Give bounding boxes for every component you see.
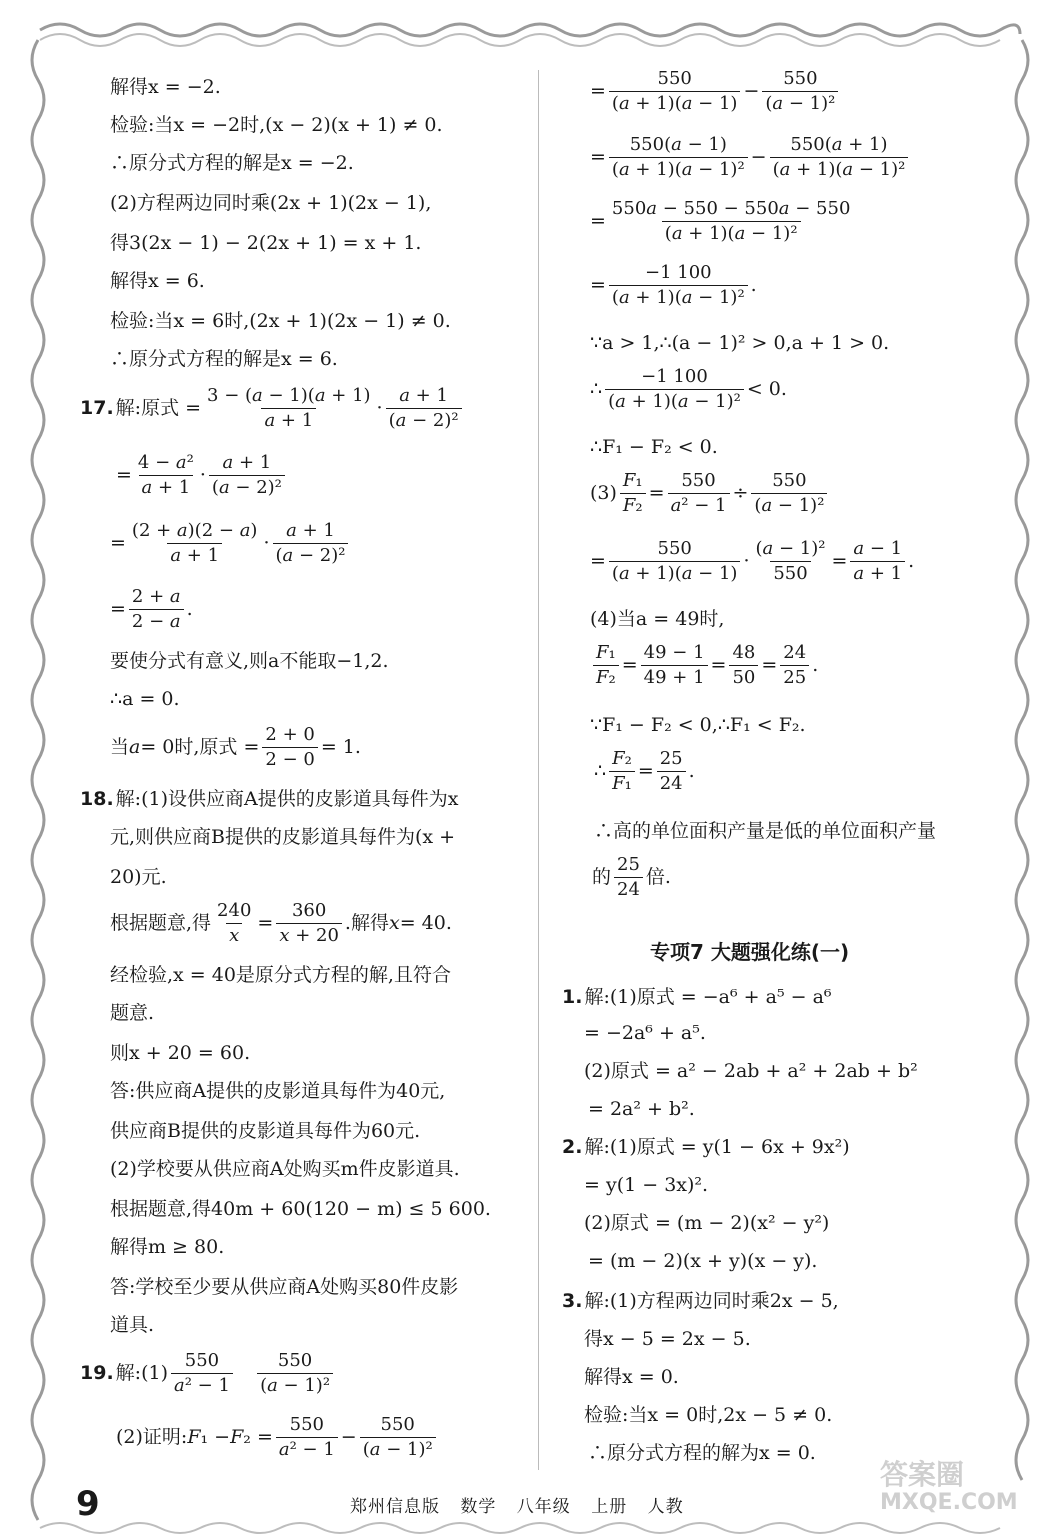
text-line: 解得x = 6. xyxy=(110,270,205,292)
text-line: 得3(2x − 1) − 2(2x + 1) = x + 1. xyxy=(110,232,422,254)
question-17-expression: 17. 解:原式 = $\frac{3 - (a - 1)(a + 1)}{a + 1}$ · a + 1 (a − 2)² xyxy=(80,387,465,430)
text-line: 经检验,x = 40是原分式方程的解,且符合 xyxy=(110,964,451,986)
math-line: = 550 (a + 1)(a − 1) − 550 (a − 1)² xyxy=(590,70,841,113)
math-line: 当 a = 0时,原式 = 2 + 0 2 − 0 = 1. xyxy=(110,724,361,770)
text-line: 道具. xyxy=(110,1314,155,1336)
math-line: 根据题意,得 240 x = 360 x + 20 .解得 x = 40. xyxy=(110,900,452,946)
question-3-line xyxy=(562,1292,839,1311)
text-line: 根据题意,得40m + 60(120 − m) ≤ 5 600. xyxy=(110,1198,491,1220)
text-line: ∴高的单位面积产量是低的单位面积产量 xyxy=(594,820,937,842)
text-line: 得x − 5 = 2x − 5. xyxy=(584,1328,751,1350)
column-divider xyxy=(538,70,539,1470)
math-line: = 550a − 550 − 550a − 550 (a + 1)(a − 1)² xyxy=(590,198,851,244)
text-line: ∴a = 0. xyxy=(110,688,180,710)
question-number: 18. xyxy=(80,788,114,810)
math-line: = (2 + a)(2 − a) a + 1 · a + 1 (a − 2)² xyxy=(110,522,351,565)
question-18-line xyxy=(80,790,458,809)
text-line: = −2a⁶ + a⁵. xyxy=(584,1022,706,1044)
text-line: (2)原式 = a² − 2ab + a² + 2ab + b² xyxy=(584,1060,918,1082)
math-line: = −1 100 (a + 1)(a − 1)² . xyxy=(590,262,757,308)
question-19-line: 19. 解:(1) 550 a² − 1 550 (a − 1)² xyxy=(80,1352,336,1395)
text-line: ∵F₁ − F₂ < 0,∴F₁ < F₂. xyxy=(590,714,806,736)
text-line: ∴原分式方程的解是x = −2. xyxy=(110,152,354,174)
math-line: = 550(a − 1) (a + 1)(a − 1)² − 550(a + 1) (a + 1)(a − 1)² xyxy=(590,136,911,179)
question-1-line xyxy=(562,988,832,1007)
math-line: ∴ −1 100 (a + 1)(a − 1)² < 0. xyxy=(590,366,787,412)
text-line: 供应商B提供的皮影道具每件为60元. xyxy=(110,1120,421,1142)
question-number: 2. xyxy=(562,1136,583,1158)
text-line: 解得x = 0. xyxy=(584,1366,679,1388)
watermark-bottom: MXQE.COM xyxy=(880,1489,1018,1515)
text-line: ∴F₁ − F₂ < 0. xyxy=(590,436,718,458)
question-number: 3. xyxy=(562,1290,583,1312)
text-line: 元,则供应商B提供的皮影道具每件为(x + xyxy=(110,826,456,848)
math-line: = 4 − a² a + 1 · a + 1 (a − 2)² xyxy=(116,454,288,497)
math-line: F₁ F₂ = 49 − 1 49 + 1 = 48 50 = 24 25 . xyxy=(590,644,818,687)
text-line: 解:(1)方程两边同时乘2x − 5, xyxy=(584,1290,839,1312)
math-line: 的 25 24 倍. xyxy=(592,854,671,900)
text-line: = (m − 2)(x + y)(x − y). xyxy=(588,1250,818,1272)
text-line: 答:学校至少要从供应商A处购买80件皮影 xyxy=(110,1276,459,1298)
text-line: ∴原分式方程的解是x = 6. xyxy=(110,348,338,370)
text-line: (2)原式 = (m − 2)(x² − y²) xyxy=(584,1212,830,1234)
math-line: (2)证明: F ₁ − F ₂ = 550 a² − 1 − 550 (a − 1)² xyxy=(116,1416,439,1459)
watermark-top: 答案圈 xyxy=(880,1458,965,1491)
text-line: 20)元. xyxy=(110,866,167,888)
watermark-logo xyxy=(880,1460,1018,1515)
page-footer: 郑州信息版 数学 八年级 上册 人教 xyxy=(350,1497,684,1517)
text-line: ∴原分式方程的解为x = 0. xyxy=(588,1442,816,1464)
text-line: 检验:当x = 0时,2x − 5 ≠ 0. xyxy=(584,1404,833,1426)
text-line: (4)当a = 49时, xyxy=(590,608,725,630)
question-number: 17. xyxy=(80,397,114,419)
question-number: 19. xyxy=(80,1362,114,1384)
text-line: 检验:当x = −2时,(x − 2)(x + 1) ≠ 0. xyxy=(110,114,443,136)
text-line: 则x + 20 = 60. xyxy=(110,1042,251,1064)
text-line: 解:(1)原式 = −a⁶ + a⁵ − a⁶ xyxy=(584,986,832,1008)
text-line: = 2a² + b². xyxy=(588,1098,695,1120)
text-line: ∵a > 1,∴(a − 1)² > 0,a + 1 > 0. xyxy=(590,332,890,354)
text-line: 解:(1)原式 = y(1 − 6x + 9x²) xyxy=(584,1136,850,1158)
math-line: ∴ F₂ F₁ = 25 24 . xyxy=(594,748,695,794)
question-2-line xyxy=(562,1138,850,1157)
text-line: 解得m ≥ 80. xyxy=(110,1236,225,1258)
text-line: 解得x = −2. xyxy=(110,76,221,98)
text-line: 解:(1)设供应商A提供的皮影道具每件为x xyxy=(115,788,459,810)
text-line: 检验:当x = 6时,(2x + 1)(2x − 1) ≠ 0. xyxy=(110,310,451,332)
math-line: (3) F₁ F₂ = 550 a² − 1 ÷ 550 (a − 1)² xyxy=(590,472,830,515)
text-line: 题意. xyxy=(110,1002,155,1024)
section-title: 专项7 大题强化练(一) xyxy=(650,940,850,964)
math-line: = 550 (a + 1)(a − 1) · (a − 1)² 550 = a − 1 a + 1 . xyxy=(590,538,915,584)
text-line: 答:供应商A提供的皮影道具每件为40元, xyxy=(110,1080,446,1102)
math-line: = 2 + a 2 − a . xyxy=(110,586,193,632)
text-line: 要使分式有意义,则a不能取−1,2. xyxy=(110,650,389,672)
text-line: = y(1 − 3x)². xyxy=(584,1174,709,1196)
question-number: 1. xyxy=(562,986,583,1008)
text-line: (2)方程两边同时乘(2x + 1)(2x − 1), xyxy=(110,192,432,214)
page-number: 9 xyxy=(76,1484,100,1524)
text-line: (2)学校要从供应商A处购买m件皮影道具. xyxy=(110,1158,460,1180)
